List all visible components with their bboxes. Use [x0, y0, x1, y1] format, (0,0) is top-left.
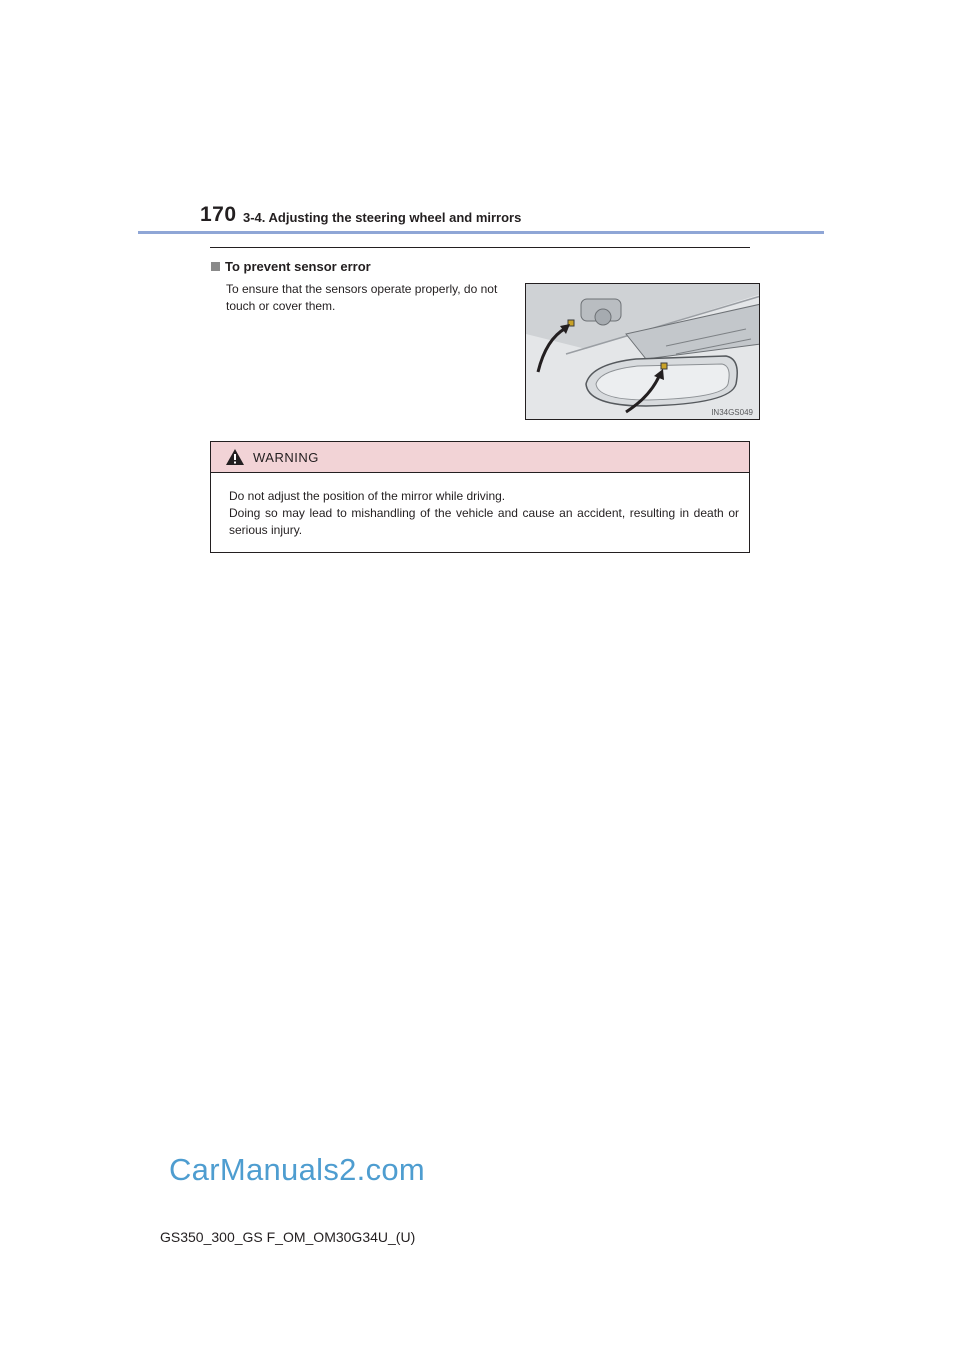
page-number: 170 [200, 203, 237, 226]
section-header-title: 3-4. Adjusting the steering wheel and mirrors [243, 210, 522, 225]
warning-box [210, 441, 750, 553]
warning-line-1: Do not adjust the position of the mirror while driving. [229, 489, 506, 503]
subheading-text: To prevent sensor error [225, 259, 371, 274]
square-bullet-icon [211, 262, 220, 271]
warning-body [211, 473, 749, 539]
warning-label: WARNING [253, 449, 319, 465]
footer-document-code: GS350_300_GS F_OM_OM30G34U_(U) [160, 1229, 416, 1245]
figure-id: IN34GS049 [711, 408, 753, 417]
mirror-sensor-illustration [525, 283, 760, 420]
watermark-logo: CarManuals2.com [169, 1152, 426, 1187]
section-divider [210, 247, 750, 248]
subheading [211, 259, 371, 274]
warning-line-2: Doing so may lead to mishandling of the vehicle and cause an accident, resulting in death or serious injury. [229, 506, 739, 537]
mirror-sensor-drawing [526, 284, 760, 420]
sensor-marker-lower [661, 363, 667, 369]
warning-triangle-icon [225, 448, 245, 466]
warning-header [211, 442, 749, 473]
header-divider [138, 231, 824, 234]
sensor-instruction-text: To ensure that the sensors operate properly, do not touch or cover them. [226, 282, 498, 313]
